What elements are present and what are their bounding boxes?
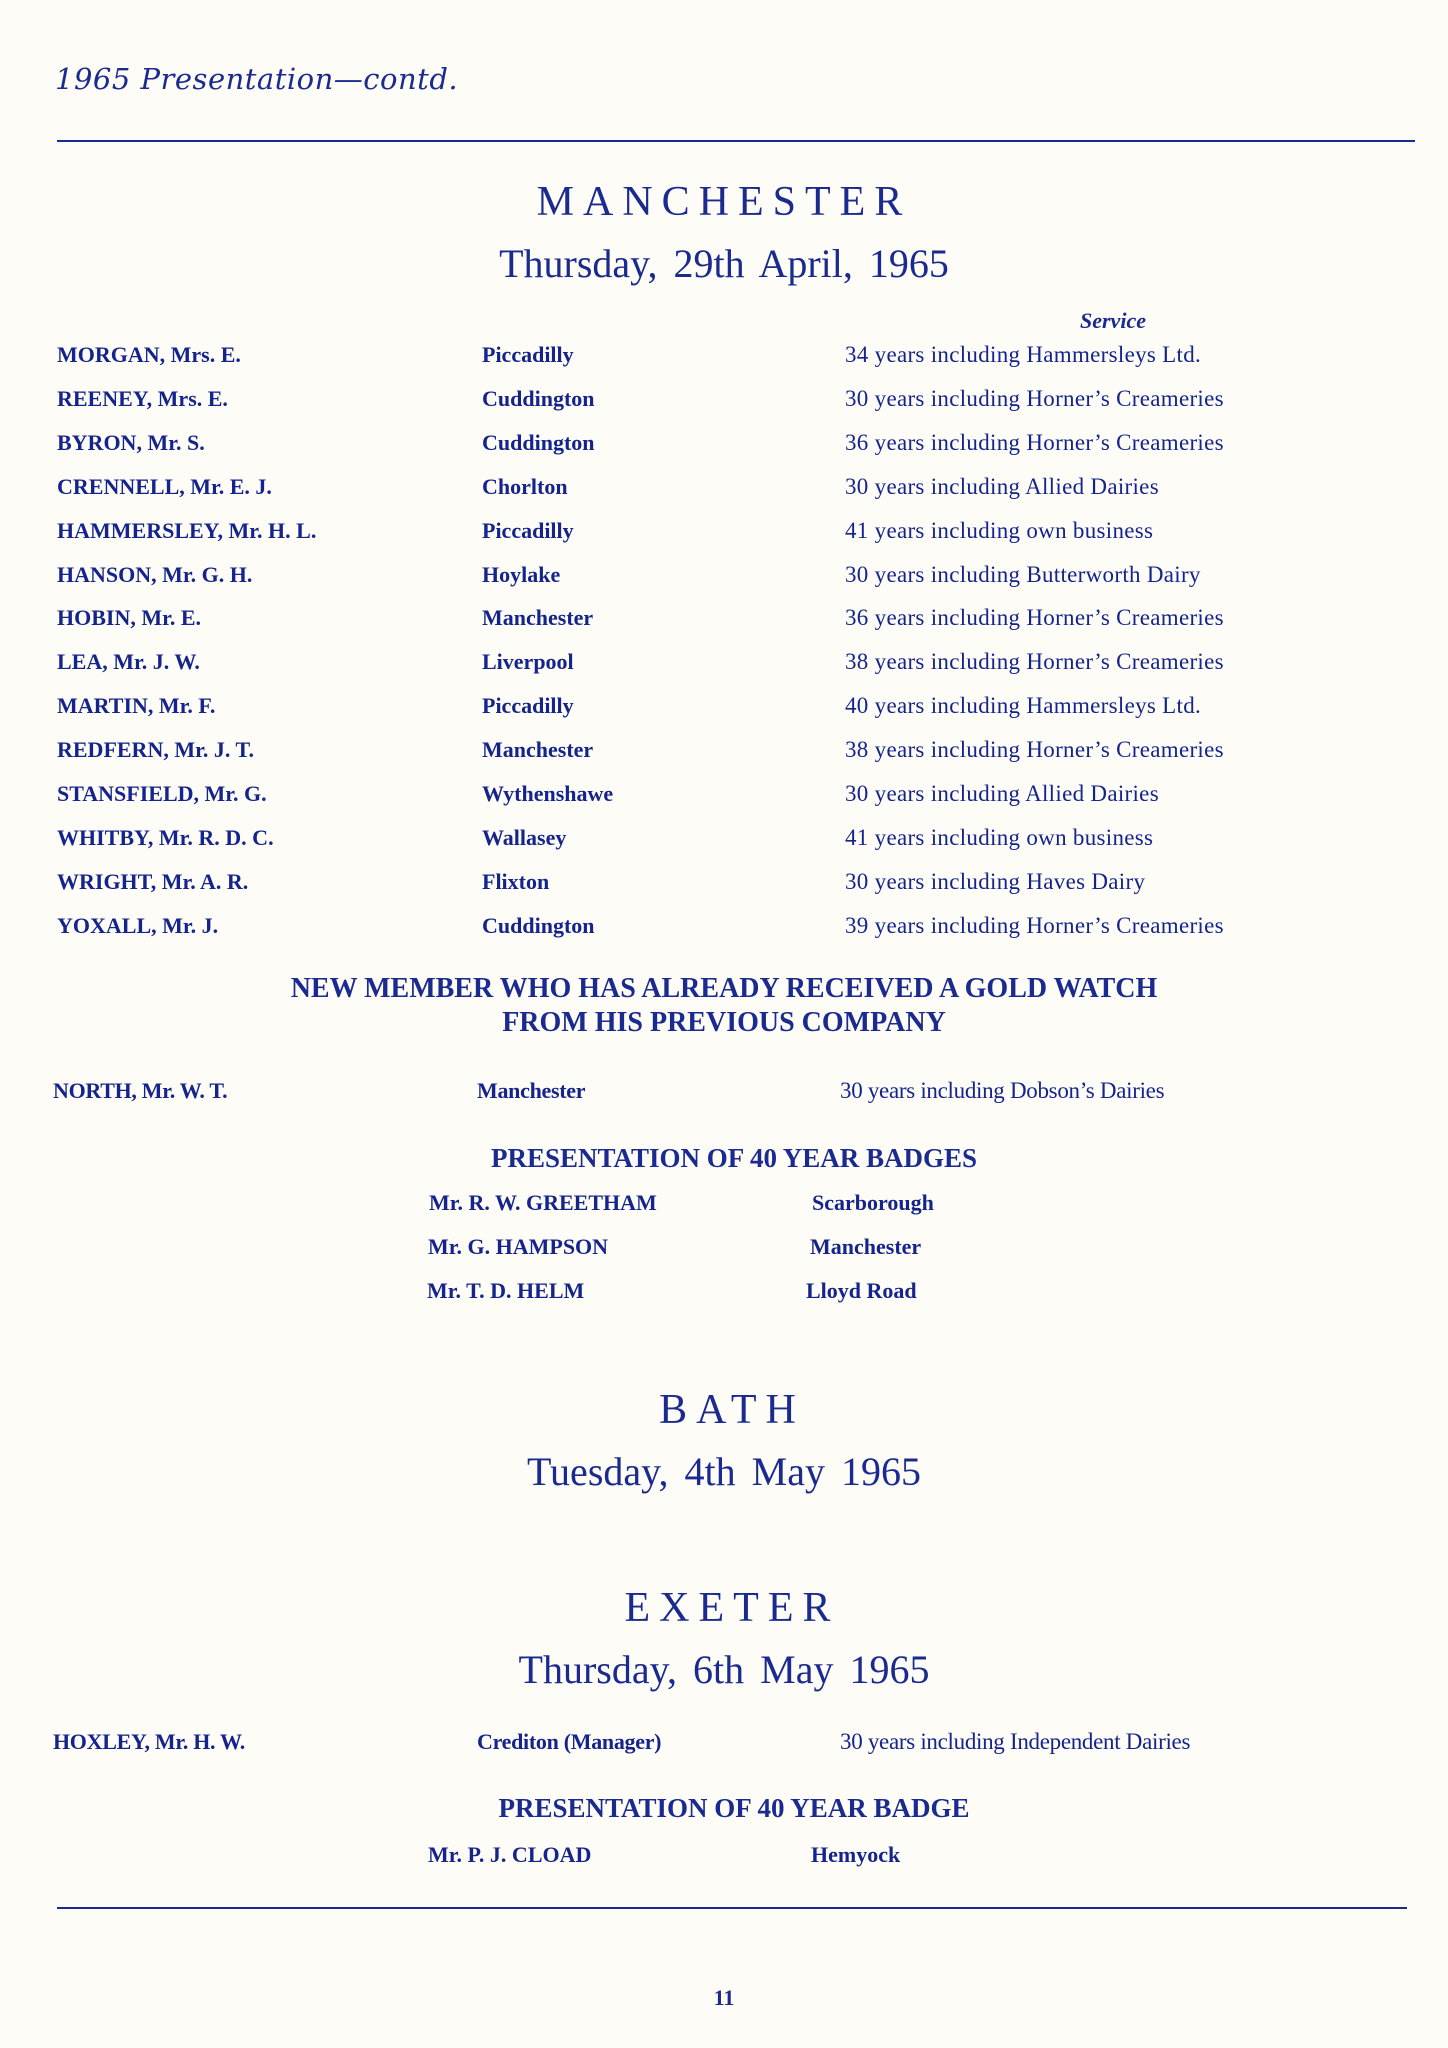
recipient-service: 36 years including Horner’s Creameries <box>845 430 1224 455</box>
event-date: Tuesday, 4th May 1965 <box>527 1449 921 1494</box>
recipient-place: Wythenshawe <box>482 781 614 806</box>
recipient-row <box>0 737 1448 767</box>
recipient-name: HANSON, Mr. G. H. <box>57 562 253 587</box>
new-member-heading <box>0 972 1448 1040</box>
new-member-row <box>0 1078 1448 1108</box>
recipient-place: Hoylake <box>482 562 561 587</box>
page-number: 11 <box>713 1985 735 2010</box>
recipient-service: 38 years including Horner’s Creameries <box>845 649 1224 674</box>
new-member-heading-line1: NEW MEMBER WHO HAS ALREADY RECEIVED A GOLD WATCH <box>290 973 1158 1004</box>
recipient-name: NORTH, Mr. W. T. <box>53 1078 228 1103</box>
recipient-place: Piccadilly <box>482 518 574 543</box>
badge-recipient-name: Mr. T. D. HELM <box>427 1278 585 1303</box>
recipient-service: 41 years including own business <box>845 825 1154 850</box>
recipient-name: REDFERN, Mr. J. T. <box>57 737 254 762</box>
recipient-row <box>0 605 1448 635</box>
recipient-name: HAMMERSLEY, Mr. H. L. <box>57 518 317 543</box>
recipient-service: 30 years including Haves Dairy <box>845 869 1146 894</box>
event-date: Thursday, 6th May 1965 <box>518 1647 930 1692</box>
event-date: Thursday, 29th April, 1965 <box>499 241 949 286</box>
recipient-row <box>0 869 1448 899</box>
recipient-row <box>0 518 1448 548</box>
recipient-service: 30 years including Independent Dairies <box>840 1729 1191 1754</box>
recipient-service: 39 years including Horner’s Creameries <box>845 913 1224 938</box>
badge-recipient-name: Mr. G. HAMPSON <box>428 1234 609 1259</box>
badge-row <box>428 1842 1228 1872</box>
recipient-row <box>0 430 1448 460</box>
city-heading: EXETER <box>624 1585 840 1631</box>
recipient-name: CRENNELL, Mr. E. J. <box>57 474 272 499</box>
badge-heading: PRESENTATION OF 40 YEAR BADGE <box>498 1793 970 1823</box>
recipient-place: Cuddington <box>482 386 595 411</box>
recipient-place: Wallasey <box>482 825 567 850</box>
badge-recipient-place: Manchester <box>810 1234 922 1259</box>
bottom-rule <box>57 1907 1407 1909</box>
badges-heading: PRESENTATION OF 40 YEAR BADGES <box>490 1143 978 1173</box>
city-heading: BATH <box>659 1387 805 1433</box>
recipient-name: YOXALL, Mr. J. <box>57 913 219 938</box>
recipient-place: Piccadilly <box>482 342 574 367</box>
recipient-service: 38 years including Horner’s Creameries <box>845 737 1224 762</box>
recipient-place: Manchester <box>477 1078 586 1103</box>
recipient-row <box>0 913 1448 943</box>
recipient-row <box>0 649 1448 679</box>
top-rule <box>57 140 1415 142</box>
recipient-place: Manchester <box>482 605 594 630</box>
recipient-service: 36 years including Horner’s Creameries <box>845 605 1224 630</box>
badge-row <box>427 1278 1227 1308</box>
badge-recipient-name: Mr. R. W. GREETHAM <box>429 1190 657 1215</box>
recipient-service: 40 years including Hammersleys Ltd. <box>845 693 1202 718</box>
recipient-place: Flixton <box>482 869 550 894</box>
recipient-name: STANSFIELD, Mr. G. <box>57 781 267 806</box>
service-column-header: Service <box>1080 308 1146 333</box>
recipient-name: BYRON, Mr. S. <box>57 430 205 455</box>
recipient-name: REENEY, Mrs. E. <box>57 386 228 411</box>
badge-recipient-place: Scarborough <box>812 1190 934 1215</box>
badge-recipient-name: Mr. P. J. CLOAD <box>428 1842 592 1867</box>
recipient-name: MORGAN, Mrs. E. <box>57 342 241 367</box>
recipient-row <box>0 342 1448 372</box>
recipient-service: 30 years including Allied Dairies <box>845 781 1159 806</box>
recipient-name: HOXLEY, Mr. H. W. <box>53 1729 245 1754</box>
recipient-row <box>0 386 1448 416</box>
recipient-place: Crediton (Manager) <box>477 1729 662 1754</box>
recipient-name: MARTIN, Mr. F. <box>57 693 216 718</box>
recipient-row <box>0 825 1448 855</box>
recipient-row <box>0 1729 1448 1759</box>
recipient-place: Piccadilly <box>482 693 574 718</box>
recipient-name: LEA, Mr. J. W. <box>57 649 200 674</box>
recipient-service: 34 years including Hammersleys Ltd. <box>845 342 1202 367</box>
recipient-service: 41 years including own business <box>845 518 1154 543</box>
recipient-service: 30 years including Butterworth Dairy <box>845 562 1201 587</box>
recipient-service: 30 years including Horner’s Creameries <box>845 386 1224 411</box>
recipient-place: Liverpool <box>482 649 574 674</box>
badge-row <box>429 1190 1229 1220</box>
new-member-heading-line2: FROM HIS PREVIOUS COMPANY <box>502 1007 946 1038</box>
recipient-row <box>0 781 1448 811</box>
recipient-service: 30 years including Allied Dairies <box>845 474 1159 499</box>
recipient-row <box>0 562 1448 592</box>
recipient-row <box>0 474 1448 504</box>
recipient-service: 30 years including Dobson’s Dairies <box>840 1078 1165 1103</box>
badge-recipient-place: Lloyd Road <box>806 1278 917 1303</box>
recipient-name: HOBIN, Mr. E. <box>57 605 202 630</box>
city-heading: MANCHESTER <box>536 179 912 225</box>
recipient-place: Cuddington <box>482 430 595 455</box>
badge-recipient-place: Hemyock <box>811 1842 901 1867</box>
recipient-place: Chorlton <box>482 474 568 499</box>
badge-row <box>428 1234 1228 1264</box>
recipient-name: WHITBY, Mr. R. D. C. <box>57 825 274 850</box>
running-head: 1965 Presentation—contd. <box>55 62 459 96</box>
recipient-row <box>0 693 1448 723</box>
recipient-name: WRIGHT, Mr. A. R. <box>57 869 249 894</box>
recipient-place: Manchester <box>482 737 594 762</box>
recipient-place: Cuddington <box>482 913 595 938</box>
